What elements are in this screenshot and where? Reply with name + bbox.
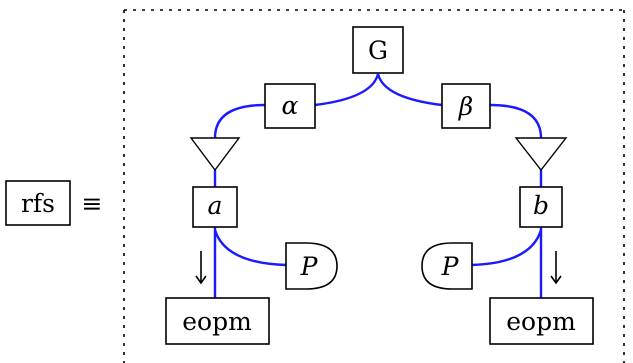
setting-b-label: b [532,191,550,220]
wire-alpha-triangle [215,105,265,138]
wire-beta-triangle [490,105,541,138]
right-preparation-label: P [441,252,459,281]
right-preparation [422,243,472,289]
left-down-arrow [196,251,206,283]
right-measurement-box [490,298,593,344]
channel-alpha-box [265,84,315,128]
right-measurement-label: eopm [506,307,576,336]
channel-beta-label: β [458,92,474,121]
channel-alpha-label: α [281,91,299,120]
rfs-box [6,181,70,225]
rfs-label: rfs [20,189,56,218]
setting-a-label: a [207,191,223,220]
wire-g-beta [378,74,442,105]
wire-b-p [472,230,541,265]
wire-g-alpha [315,74,378,105]
channel-beta-box [442,84,490,128]
left-triangle [191,138,239,170]
left-preparation-label: P [300,252,318,281]
left-measurement-label: eopm [182,307,252,336]
source-g-box [353,27,403,73]
left-measurement-box [166,298,269,344]
wire-a-p [215,230,286,265]
right-triangle [516,138,566,170]
setting-b-box [520,187,562,227]
equivalence-symbol: ≡ [81,189,103,218]
right-down-arrow [551,251,561,283]
wires [215,74,541,298]
left-preparation [286,243,337,289]
source-g-label: G [368,36,388,65]
setting-a-box [193,187,237,227]
